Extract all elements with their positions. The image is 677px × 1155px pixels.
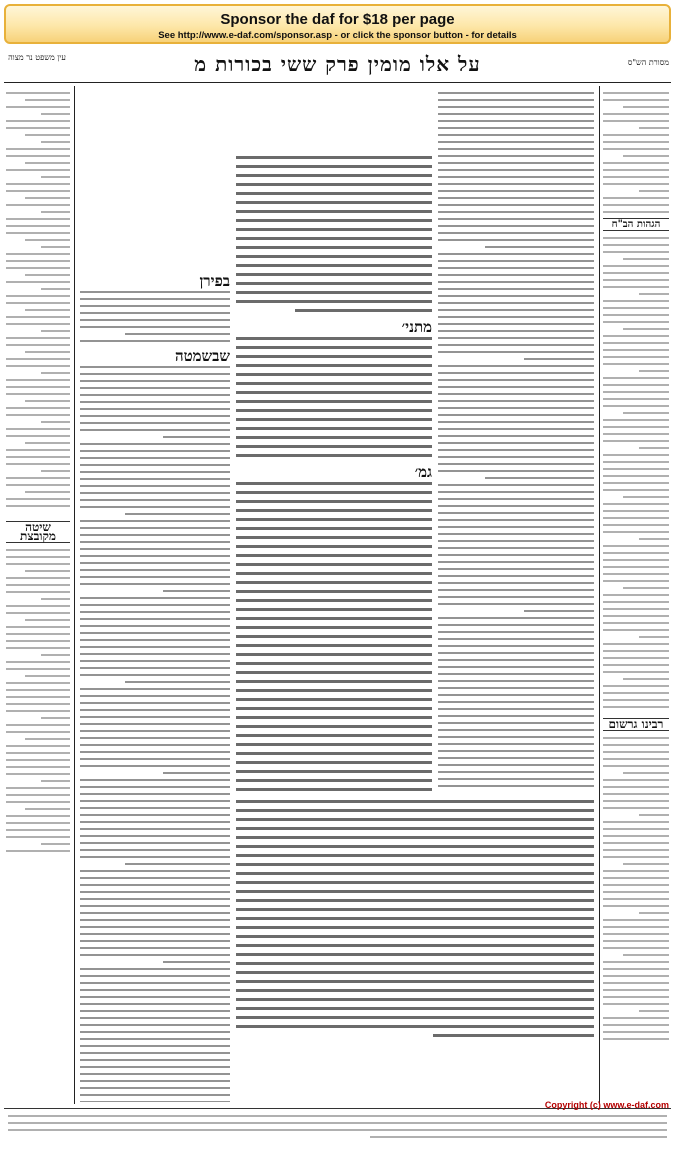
hagahot-habach-title: הגהות הב"ח (603, 218, 669, 231)
talmud-page (4, 50, 671, 1102)
sponsor-subtitle[interactable]: See http://www.e-daf.com/sponsor.asp - or click the sponsor button - for details (158, 30, 517, 41)
rule-right-margin (599, 86, 600, 1104)
shashtam-word: שבשמטה (174, 347, 230, 365)
page-header: על אלו מומין פרק ששי בכורות מ (194, 52, 481, 76)
rashi-column (438, 92, 594, 792)
ein-mishpat-column (6, 92, 70, 1102)
tosafot-column (80, 92, 230, 1102)
rabbenu-gershom-title: רבינו גרשום (603, 718, 669, 731)
running-head (4, 50, 671, 83)
ein-mishpat-label: עין משפט נר מצוה (8, 53, 66, 62)
perek-word: בפירן (199, 272, 230, 290)
gemara-lower-block (236, 800, 594, 1040)
right-margin-column (603, 92, 669, 1102)
sponsor-banner[interactable] (4, 4, 671, 44)
masoret-label: מסורת הש"ס (627, 58, 669, 67)
footer-commentary (4, 1108, 671, 1155)
gemara-marker: גמ׳ (414, 463, 432, 481)
gemara-column (236, 156, 432, 796)
copyright-link[interactable]: Copyright (c) www.e-daf.com (544, 1100, 669, 1110)
shita-mekubetzet-title: שיטה מקובצת (6, 521, 70, 543)
mishna-marker: מתני׳ (401, 318, 432, 336)
sponsor-title[interactable]: Sponsor the daf for $18 per page (220, 11, 455, 28)
rule-left-margin (74, 86, 75, 1104)
